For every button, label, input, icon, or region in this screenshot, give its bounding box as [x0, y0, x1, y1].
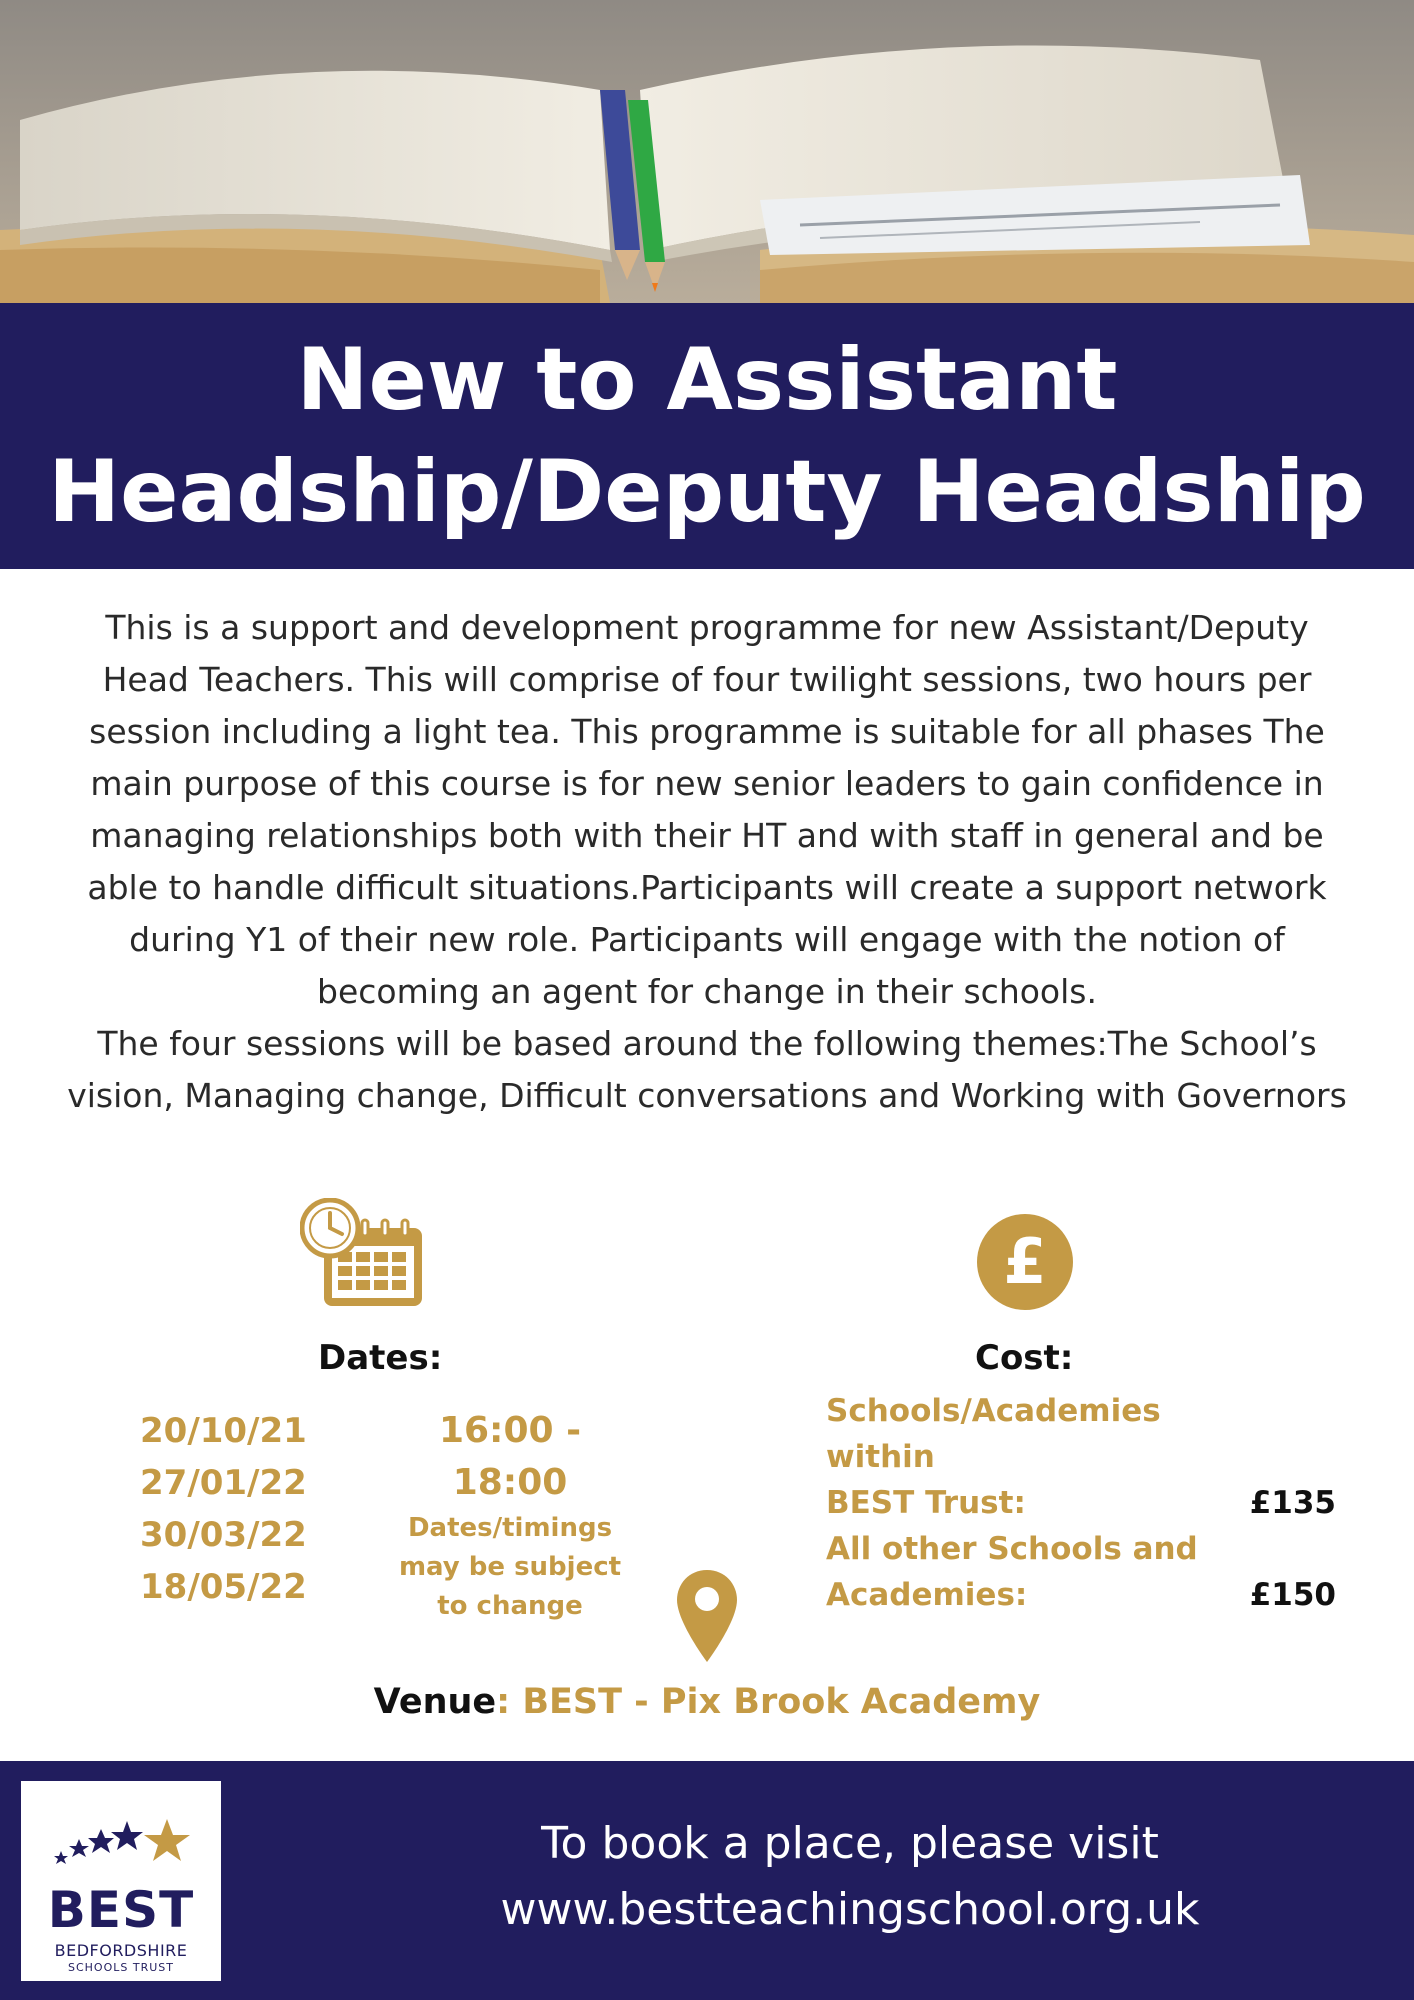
cost-row-label	[826, 1388, 1246, 1526]
session-date: 30/03/22	[140, 1515, 307, 1555]
cost-label-line-2: BEST Trust:	[826, 1485, 1026, 1521]
calendar-clock-icon	[300, 1198, 426, 1308]
logo-subtitle-1: BEDFORDSHIRE	[54, 1941, 188, 1960]
description-paragraph-2: The four sessions will be based around the following themes:The School’s vision, Managing change, Difficult conversations and Working with Governors	[67, 1024, 1347, 1115]
logo-subtitle-2: SCHOOLS TRUST	[68, 1961, 174, 1974]
title-line-2: Headship/Deputy Headship	[48, 442, 1366, 542]
description-paragraph-1: This is a support and development programme for new Assistant/Deputy Head Teachers. This will comprise of four twilight sessions, two hours per session including a light tea. This programme is suitable for all phases The main purpose of this course is for new senior leaders to gain confidence in managing relationships both with their HT and with staff in general and be able to handle difficult situations.Participants will create a support network during Y1 of their new role. Participants will engage with the notion of becoming an agent for change in their schools.	[87, 608, 1327, 1011]
open-book-illustration	[0, 0, 1414, 303]
best-trust-logo	[21, 1781, 221, 1981]
pound-icon	[976, 1213, 1074, 1311]
logo-wordmark: BEST	[47, 1881, 195, 1939]
session-date: 18/05/22	[140, 1567, 307, 1607]
cost-row-label	[826, 1526, 1246, 1618]
session-date: 27/01/22	[140, 1463, 307, 1503]
stars-logo-icon	[49, 1799, 199, 1879]
title-line-1: New to Assistant	[296, 330, 1118, 430]
cost-row	[826, 1526, 1336, 1618]
venue-value: : BEST - Pix Brook Academy	[496, 1682, 1041, 1722]
programme-description	[60, 602, 1354, 1122]
session-dates-list	[140, 1405, 380, 1613]
timing-note-line-1: Dates/timings	[407, 1513, 613, 1543]
cost-price: £150	[1249, 1577, 1336, 1613]
cost-table	[826, 1388, 1336, 1618]
location-pin-icon	[675, 1568, 739, 1664]
timing-note-line-3: to change	[437, 1591, 583, 1621]
session-time-block	[380, 1405, 640, 1626]
session-date: 20/10/21	[140, 1411, 307, 1451]
dates-label: Dates:	[318, 1338, 443, 1378]
cost-label-line-1: All other Schools and	[826, 1531, 1198, 1567]
title-banner	[0, 303, 1414, 569]
venue-label: Venue	[373, 1682, 497, 1722]
session-time: 16:00 - 18:00	[438, 1410, 582, 1503]
svg-text:£: £	[1003, 1225, 1047, 1298]
page-title	[48, 324, 1366, 548]
timing-note-line-2: may be subject	[398, 1552, 622, 1582]
hero-book-image	[0, 0, 1414, 303]
timing-note	[380, 1509, 640, 1626]
booking-line-1: To book a place, please visit	[541, 1818, 1159, 1869]
cost-label-line-2: Academies:	[826, 1577, 1028, 1613]
booking-info	[300, 1811, 1400, 1943]
cost-price: £135	[1249, 1485, 1336, 1521]
venue-line	[0, 1682, 1414, 1722]
footer-banner	[0, 1761, 1414, 2000]
cost-label: Cost:	[975, 1338, 1074, 1378]
cost-label-line-1: Schools/Academies within	[826, 1393, 1161, 1475]
booking-website-link[interactable]: www.bestteachingschool.org.uk	[500, 1884, 1200, 1935]
cost-row	[826, 1388, 1336, 1526]
